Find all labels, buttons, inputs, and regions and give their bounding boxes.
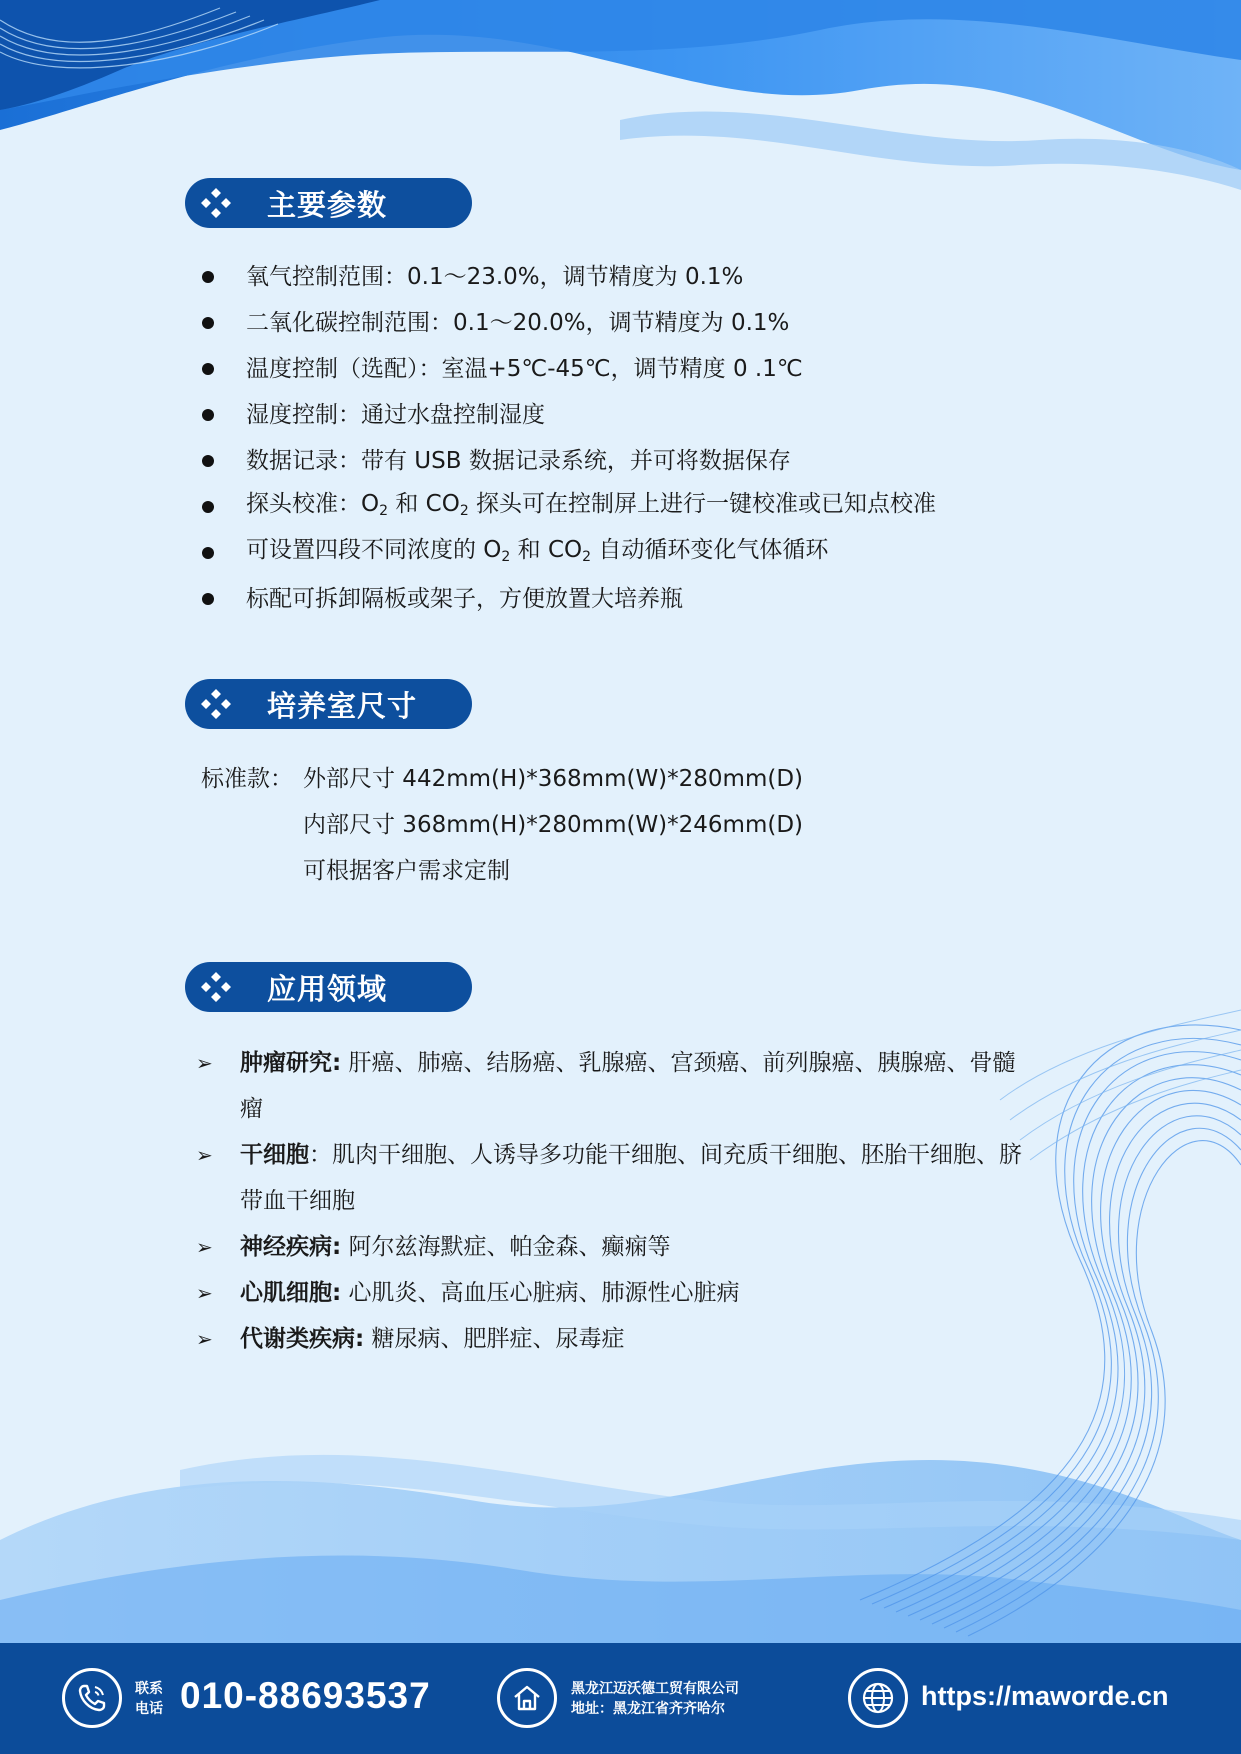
dimensions-custom-note: 可根据客户需求定制 xyxy=(303,858,510,884)
dimensions-label: 标准款： xyxy=(201,766,293,792)
list-item: ➢ 肿瘤研究: 肝癌、肺癌、结肠癌、乳腺癌、宫颈癌、前列腺癌、胰腺癌、骨髓瘤 xyxy=(196,1040,1026,1132)
address-block xyxy=(571,1679,739,1719)
arrow-bullet-icon: ➢ xyxy=(196,1281,213,1305)
bullet-dot-icon xyxy=(202,317,214,329)
section-title-params: 主要参数 xyxy=(267,187,388,222)
bullet-dot-icon xyxy=(202,271,214,283)
diamond-icon xyxy=(199,970,233,1004)
phone-icon xyxy=(62,1668,122,1728)
website-link[interactable]: https://maworde.cn xyxy=(921,1681,1169,1711)
arrow-bullet-icon: ➢ xyxy=(196,1051,213,1075)
section-title-size: 培养室尺寸 xyxy=(267,688,418,723)
phone-number[interactable]: 010-88693537 xyxy=(180,1675,431,1716)
list-item: 二氧化碳控制范围：0.1～20.0%，调节精度为 0.1% xyxy=(202,300,936,346)
arrow-bullet-icon: ➢ xyxy=(196,1327,213,1351)
bullet-dot-icon xyxy=(202,501,214,513)
globe-icon xyxy=(848,1668,908,1728)
phone-label: 联系 电话 xyxy=(135,1681,163,1717)
list-item: 氧气控制范围：0.1～23.0%，调节精度为 0.1% xyxy=(202,254,936,300)
footer xyxy=(0,1643,1241,1754)
diamond-icon xyxy=(199,687,233,721)
dimensions-internal: 内部尺寸 368mm(H)*280mm(W)*246mm(D) xyxy=(303,812,804,838)
list-item: ➢ 心肌细胞: 心肌炎、高血压心脏病、肺源性心脏病 xyxy=(196,1270,1026,1316)
list-item: 可设置四段不同浓度的 $O_2$ 和 $CO_2$ 自动循环变化气体循环 xyxy=(202,530,936,576)
params-list xyxy=(202,254,936,622)
section-title-apps: 应用领域 xyxy=(267,971,388,1006)
bullet-dot-icon xyxy=(202,593,214,605)
list-item: 数据记录：带有 USB 数据记录系统，并可将数据保存 xyxy=(202,438,936,484)
bullet-dot-icon xyxy=(202,455,214,467)
company-name: 黑龙江迈沃德工贸有限公司 xyxy=(571,1681,739,1697)
diamond-icon xyxy=(199,186,233,220)
applications-list xyxy=(196,1040,1026,1362)
address-text: 地址：黑龙江省齐齐哈尔 xyxy=(571,1701,725,1717)
section-header-params xyxy=(185,178,472,228)
home-icon xyxy=(497,1668,557,1728)
list-item: ➢ 干细胞：肌肉干细胞、人诱导多功能干细胞、间充质干细胞、胚胎干细胞、脐带血干细胞 xyxy=(196,1132,1026,1224)
list-item: 湿度控制：通过水盘控制湿度 xyxy=(202,392,936,438)
arrow-bullet-icon: ➢ xyxy=(196,1235,213,1259)
bullet-dot-icon xyxy=(202,409,214,421)
bullet-dot-icon xyxy=(202,363,214,375)
list-item: 标配可拆卸隔板或架子，方便放置大培养瓶 xyxy=(202,576,936,622)
dimensions-block xyxy=(201,756,803,894)
dimensions-external: 外部尺寸 442mm(H)*368mm(W)*280mm(D) xyxy=(303,766,804,792)
section-header-apps xyxy=(185,962,472,1012)
list-item: 探头校准：$O_2$ 和 $CO_2$ 探头可在控制屏上进行一键校准或已知点校准 xyxy=(202,484,936,530)
section-header-size xyxy=(185,679,472,729)
list-item: ➢ 神经疾病: 阿尔兹海默症、帕金森、癫痫等 xyxy=(196,1224,1026,1270)
list-item: 温度控制（选配）：室温+5℃-45℃，调节精度 0 .1℃ xyxy=(202,346,936,392)
bullet-dot-icon xyxy=(202,547,214,559)
list-item: ➢ 代谢类疾病: 糖尿病、肥胖症、尿毒症 xyxy=(196,1316,1026,1362)
arrow-bullet-icon: ➢ xyxy=(196,1143,213,1167)
